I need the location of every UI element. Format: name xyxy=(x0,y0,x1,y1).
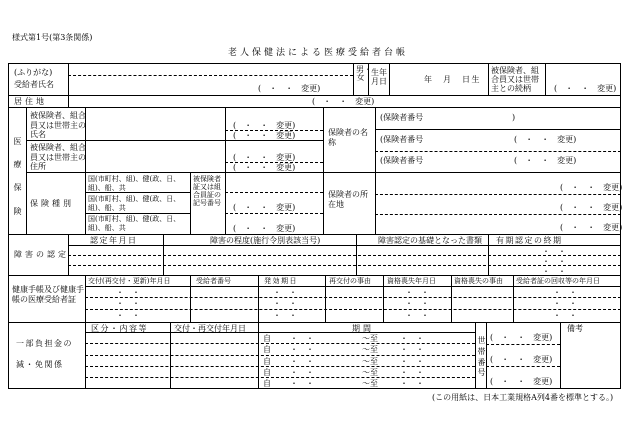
household-changed-3[interactable]: ( ・ ・ 変更) xyxy=(490,377,553,386)
relationship-changed[interactable]: ( ・ ・ 変更) xyxy=(554,84,617,93)
notebook-col-issue: 交付(再交付・更新)年月日 xyxy=(88,277,171,285)
insured-address-label: 被保険者、組合員又は世帯主の住所 xyxy=(30,143,86,172)
household-changed-2[interactable]: ( ・ ・ 変更) xyxy=(490,355,553,364)
insurer-name-changed-1[interactable]: ( ・ ・ 変更) xyxy=(514,135,577,144)
symbol-changed-1[interactable]: ( ・ ・ 変更) xyxy=(233,203,296,212)
notebook-col-collect: 受給者証の回収等の年月日 xyxy=(516,277,600,285)
household-number-label: 世帯番号 xyxy=(477,336,486,378)
form-title: 老人保健法による医療受給者台帳 xyxy=(228,48,409,58)
disability-col-document: 障害認定の基礎となった書類 xyxy=(378,236,482,245)
notebook-collect-1[interactable]: ・ ・ xyxy=(553,288,577,297)
copay-col-issue: 交付・再交付年月日 xyxy=(174,324,246,333)
insurance-type-3[interactable]: 国(市町村、組)、健(政、日、組)、船、共 xyxy=(88,215,181,233)
notebook-lost-1[interactable]: ・ ・ xyxy=(405,288,429,297)
insured-name-label: 被保険者、組合員又は世帯主の氏名 xyxy=(30,111,86,140)
notebook-effective-3[interactable]: ・ ・ xyxy=(273,311,297,320)
furigana-label: (ふりがな) xyxy=(14,68,53,77)
insurer-name-changed-2[interactable]: ( ・ ・ 変更) xyxy=(514,156,577,165)
copay-label-1: 一部負担金の xyxy=(16,339,73,348)
copay-to-5: 〜至 xyxy=(362,379,378,388)
copay-to-4: 〜至 xyxy=(362,368,378,377)
notebook-collect-2[interactable]: ・ ・ xyxy=(553,299,577,308)
insurer-number-1[interactable]: (保険者番号 xyxy=(380,113,424,122)
copay-label-2: 減・免関係 xyxy=(16,360,64,369)
notebook-col-lost-date: 資格喪失年月日 xyxy=(387,277,436,285)
household-changed-1[interactable]: ( ・ ・ 変更) xyxy=(490,333,553,342)
copay-col-category: 区分・内容等 xyxy=(91,324,148,333)
symbol-changed-2[interactable]: ( ・ ・ 変更) xyxy=(233,224,296,233)
insurance-type-label: 保険種別 xyxy=(30,199,74,208)
copay-from-1: 自 xyxy=(263,334,271,343)
notebook-lost-2[interactable]: ・ ・ xyxy=(405,299,429,308)
birthdate-value[interactable]: 年 月 日生 xyxy=(424,75,481,84)
disability-label: 障害の認定 xyxy=(14,250,69,259)
disability-end-3[interactable]: ・ ・ xyxy=(542,267,566,276)
recipient-name-label: 受給者氏名 xyxy=(14,80,54,89)
insurance-section-label: 医療保険 xyxy=(13,137,22,216)
form-number-label: 様式第1号(第3条関係) xyxy=(12,33,93,42)
insurance-type-1[interactable]: 国(市町村、組)、健(政、日、組)、船、共 xyxy=(88,175,181,193)
disability-col-degree: 障害の程度(施行令別表該当号) xyxy=(210,236,321,245)
copay-to-date-4[interactable]: ・ ・ xyxy=(400,368,424,377)
copay-to-3: 〜至 xyxy=(362,357,378,366)
copay-from-date-4[interactable]: ・ ・ xyxy=(290,368,314,377)
copay-to-date-2[interactable]: ・ ・ xyxy=(400,345,424,354)
copay-from-5: 自 xyxy=(263,379,271,388)
insurer-address-changed-2[interactable]: ( ・ ・ 変更) xyxy=(560,203,623,212)
notebook-col-number: 受給者番号 xyxy=(196,277,231,285)
insurer-number-1-close: ) xyxy=(512,113,516,122)
copay-from-date-1[interactable]: ・ ・ xyxy=(290,334,314,343)
insured-address-changed-1[interactable]: ( ・ ・ 変更) xyxy=(233,153,296,162)
insured-address-changed-2[interactable]: ( ・ ・ 変更) xyxy=(233,163,296,172)
insurer-name-label: 保険者の名称 xyxy=(328,128,368,147)
copay-from-date-5[interactable]: ・ ・ xyxy=(290,379,314,388)
copay-from-3: 自 xyxy=(263,357,271,366)
insurer-address-changed-3[interactable]: ( ・ ・ 変更) xyxy=(560,223,623,232)
recipient-name-changed[interactable]: ( ・ ・ 変更) xyxy=(258,84,321,93)
insured-name-changed-1[interactable]: ( ・ ・ 変更) xyxy=(233,121,296,130)
relationship-label: 被保険者、組合員又は世帯主との続柄 xyxy=(491,66,539,94)
notebook-issue-3[interactable]: ・ ・ xyxy=(116,311,140,320)
remarks-label: 備考 xyxy=(567,324,583,333)
copay-from-date-2[interactable]: ・ ・ xyxy=(290,345,314,354)
copay-to-1: 〜至 xyxy=(362,334,378,343)
insurer-number-2[interactable]: (保険者番号 xyxy=(380,135,424,144)
notebook-issue-1[interactable]: ・ ・ xyxy=(116,288,140,297)
insurer-address-changed-1[interactable]: ( ・ ・ 変更) xyxy=(560,183,623,192)
copay-to-date-1[interactable]: ・ ・ xyxy=(400,334,424,343)
notebook-effective-1[interactable]: ・ ・ xyxy=(273,288,297,297)
sex-label[interactable]: 男・女 xyxy=(356,65,372,83)
copay-from-4: 自 xyxy=(263,368,271,377)
insurance-type-2[interactable]: 国(市町村、組)、健(政、日、組)、船、共 xyxy=(88,195,181,213)
copay-col-period: 期間 xyxy=(352,324,374,333)
disability-end-2[interactable]: ・ ・ xyxy=(542,257,566,266)
address-label: 居住地 xyxy=(14,97,47,106)
notebook-issue-2[interactable]: ・ ・ xyxy=(116,299,140,308)
birthdate-label: 生年月日 xyxy=(371,68,387,86)
disability-col-end: 有期認定の終期 xyxy=(496,236,563,245)
address-changed[interactable]: ( ・ ・ 変更) xyxy=(312,97,375,106)
copay-to-2: 〜至 xyxy=(362,345,378,354)
notebook-col-effective: 発効期日 xyxy=(264,277,298,285)
insurer-number-3[interactable]: (保険者番号 xyxy=(380,156,424,165)
disability-col-date: 認定年月日 xyxy=(90,236,138,245)
notebook-label: 健康手帳及び健康手帳の医療受給者証 xyxy=(12,285,84,304)
copay-to-date-3[interactable]: ・ ・ xyxy=(400,357,424,366)
notebook-col-reissue: 再交付の事由 xyxy=(329,277,371,285)
copay-to-date-5[interactable]: ・ ・ xyxy=(400,379,424,388)
copay-from-date-3[interactable]: ・ ・ xyxy=(290,357,314,366)
symbol-number-label: 被保険者証又は組合員証の記号番号 xyxy=(193,175,221,208)
notebook-effective-2[interactable]: ・ ・ xyxy=(273,299,297,308)
insurer-address-label: 保険者の所在地 xyxy=(328,190,368,209)
notebook-collect-3[interactable]: ・ ・ xyxy=(553,311,577,320)
insured-name-changed-2[interactable]: ( ・ ・ 変更) xyxy=(233,131,296,140)
footnote: (この用紙は、日本工業規格A列4番を標準とする。) xyxy=(432,393,614,402)
notebook-lost-3[interactable]: ・ ・ xyxy=(405,311,429,320)
disability-end-1[interactable]: ・ ・ xyxy=(542,247,566,256)
notebook-col-lost-reason: 資格喪失の事由 xyxy=(454,277,503,285)
copay-from-2: 自 xyxy=(263,345,271,354)
